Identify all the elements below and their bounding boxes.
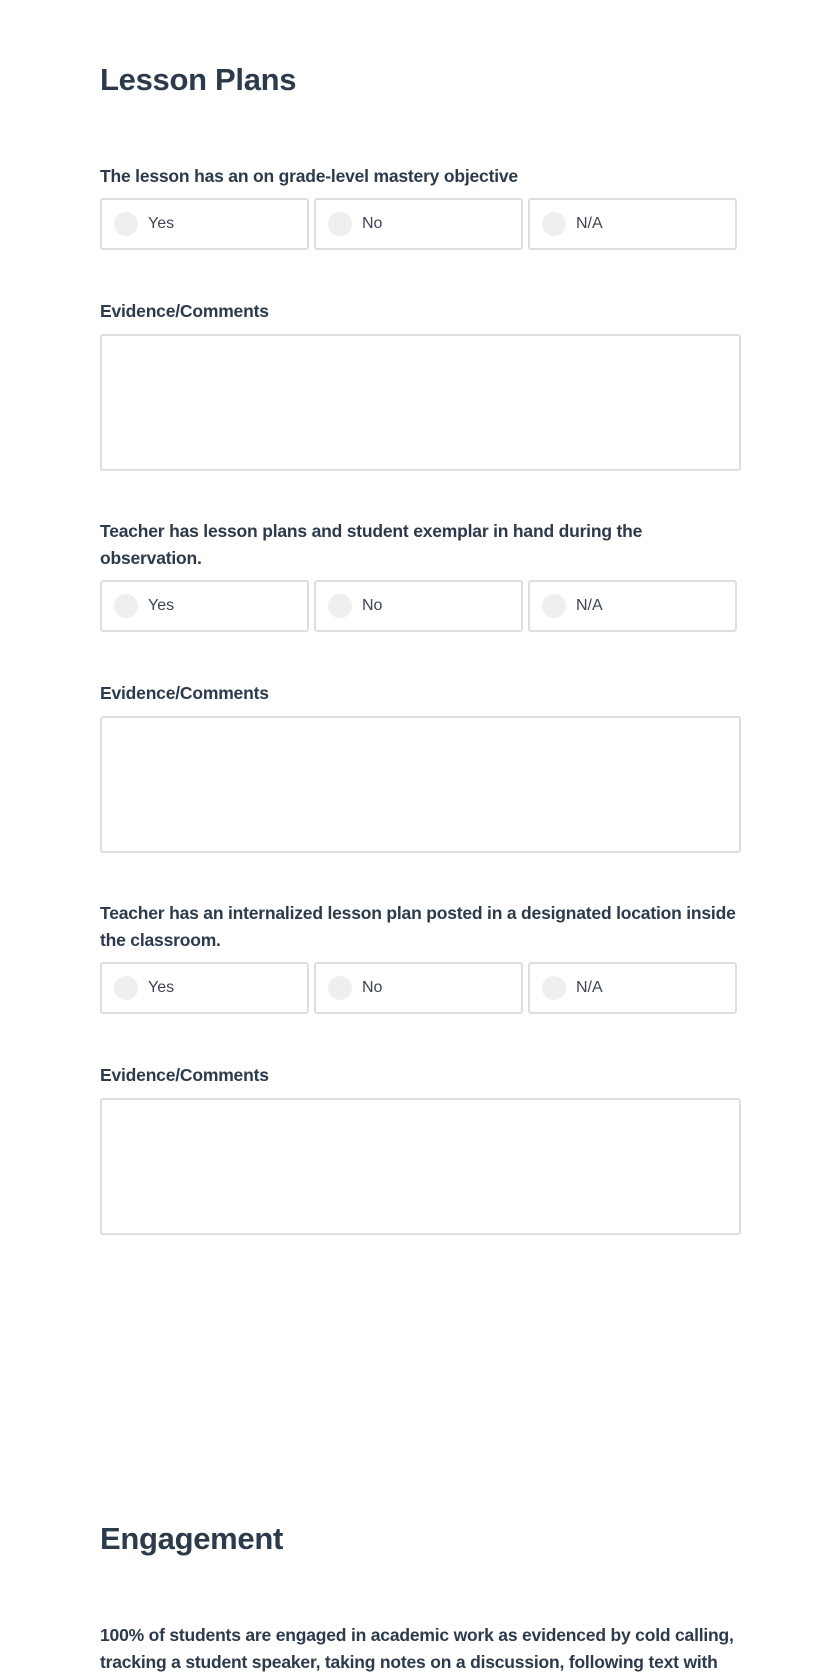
option-no[interactable] [314, 198, 523, 250]
option-na[interactable] [528, 198, 737, 250]
radio-circle-icon[interactable] [114, 976, 138, 1000]
radio-circle-icon[interactable] [542, 212, 566, 236]
option-no[interactable] [314, 580, 523, 632]
question-label: Teacher has an internalized lesson plan posted in a designated location inside the classroom. [100, 903, 736, 950]
question-label: Teacher has lesson plans and student exemplar in hand during the observation. [100, 521, 643, 568]
option-label: No [362, 215, 383, 232]
radio-circle-icon[interactable] [328, 594, 352, 618]
option-label: Yes [148, 979, 175, 996]
radio-group [100, 580, 744, 632]
option-yes[interactable] [100, 580, 309, 632]
section-title-engagement: Engagement [100, 1521, 284, 1556]
option-yes[interactable] [100, 198, 309, 250]
evidence-comments-label: Evidence/Comments [100, 683, 269, 703]
option-na[interactable] [528, 962, 737, 1014]
evidence-comments-input[interactable] [100, 334, 741, 471]
evidence-comments-label: Evidence/Comments [100, 1065, 269, 1085]
radio-group [100, 962, 744, 1014]
radio-circle-icon[interactable] [114, 212, 138, 236]
evidence-comments-input[interactable] [100, 1098, 741, 1235]
option-no[interactable] [314, 962, 523, 1014]
option-label: No [362, 979, 383, 996]
question-lesson-plans-in-hand [100, 518, 744, 632]
option-label: No [362, 597, 383, 614]
option-label: Yes [148, 597, 175, 614]
option-label: N/A [576, 597, 603, 614]
option-na[interactable] [528, 580, 737, 632]
radio-circle-icon[interactable] [542, 976, 566, 1000]
radio-circle-icon[interactable] [542, 594, 566, 618]
question-internalized-lesson-plan [100, 900, 744, 1014]
question-label: The lesson has an on grade-level mastery objective [100, 166, 518, 186]
section-title-lesson-plans: Lesson Plans [100, 62, 297, 97]
radio-circle-icon[interactable] [328, 976, 352, 1000]
option-yes[interactable] [100, 962, 309, 1014]
question-label-engagement: 100% of students are engaged in academic work as evidenced by cold calling, tracking a student speaker, taking notes on a discussion, following text with [100, 1625, 734, 1672]
option-label: N/A [576, 979, 603, 996]
evidence-comments-input[interactable] [100, 716, 741, 853]
radio-circle-icon[interactable] [114, 594, 138, 618]
radio-circle-icon[interactable] [328, 212, 352, 236]
evidence-comments-label: Evidence/Comments [100, 301, 269, 321]
question-mastery-objective [100, 163, 744, 250]
radio-group [100, 198, 744, 250]
option-label: N/A [576, 215, 603, 232]
option-label: Yes [148, 215, 175, 232]
